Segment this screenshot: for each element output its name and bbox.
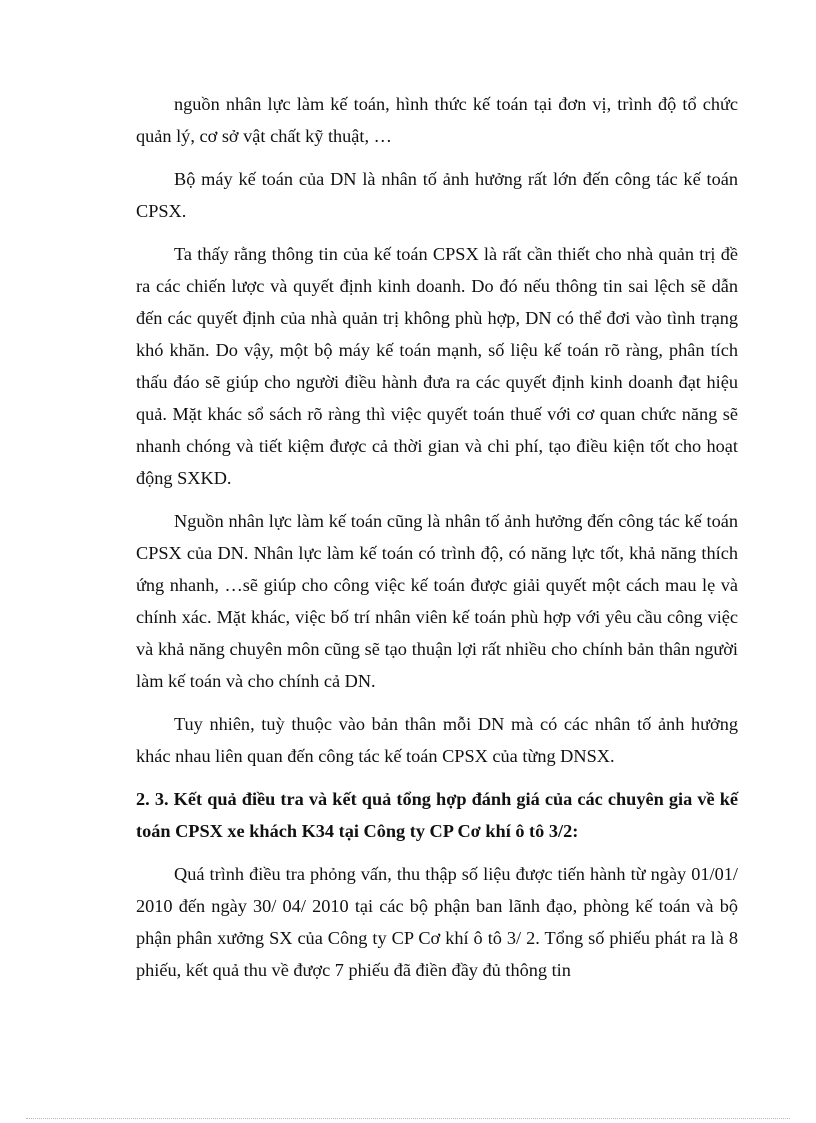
paragraph-human-resources: Nguồn nhân lực làm kế toán cũng là nhân tố ảnh hưởng đến công tác kế toán CPSX của DN. Nhân lực làm kế toán có trình độ, có năng lực tốt, khả năng thích ứng nhanh, …sẽ giúp cho công việc kế toán được giải quyết một cách mau lẹ và chính xác. Mặt khác, việc bố trí nhân viên kế toán phù hợp với yêu cầu công việc và khả năng chuyên môn cũng sẽ tạo thuận lợi rất nhiều cho chính bản thân người làm kế toán và cho chính cả DN. <box>136 511 738 691</box>
paragraph-accounting-apparatus: Bộ máy kế toán của DN là nhân tố ảnh hưởng rất lớn đến công tác kế toán CPSX. <box>136 169 738 221</box>
page-body <box>136 88 738 997</box>
section-heading: 2. 3. Kết quả điều tra và kết quả tổng hợp đánh giá của các chuyên gia về kế toán CPSX xe khách K34 tại Công ty CP Cơ khí ô tô 3/2: <box>136 789 738 841</box>
paragraph-information-importance: Ta thấy rằng thông tin của kế toán CPSX là rất cần thiết cho nhà quản trị đề ra các chiến lược và quyết định kinh doanh. Do đó nếu thông tin sai lệch sẽ dẫn đến các quyết định của nhà quản trị không phù hợp, DN có thể đơi vào tình trạng khó khăn. Do vậy, một bộ máy kế toán mạnh, số liệu kế toán rõ ràng, phân tích thấu đáo sẽ giúp cho người điều hành đưa ra các quyết định kinh doanh đạt hiệu quả. Mặt khác sổ sách rõ ràng thì việc quyết toán thuế với cơ quan chức năng sẽ nhanh chóng và tiết kiệm được cả thời gian và chi phí, tạo điều kiện tốt cho hoạt động SXKD. <box>136 244 738 488</box>
footer-dotted-rule <box>26 1118 790 1119</box>
paragraph-conclusion: Tuy nhiên, tuỳ thuộc vào bản thân mỗi DN mà có các nhân tố ảnh hưởng khác nhau liên quan đến công tác kế toán CPSX của từng DNSX. <box>136 714 738 766</box>
paragraph-factors-list: nguồn nhân lực làm kế toán, hình thức kế toán tại đơn vị, trình độ tổ chức quản lý, cơ sở vật chất kỹ thuật, … <box>136 94 738 146</box>
paragraph-survey-process: Quá trình điều tra phỏng vấn, thu thập số liệu được tiến hành từ ngày 01/01/ 2010 đến ngày 30/ 04/ 2010 tại các bộ phận ban lãnh đạo, phòng kế toán và bộ phận phân xưởng SX của Công ty CP Cơ khí ô tô 3/ 2. Tổng số phiếu phát ra là 8 phiếu, kết quả thu về được 7 phiếu đã điền đầy đủ thông tin <box>136 864 738 980</box>
